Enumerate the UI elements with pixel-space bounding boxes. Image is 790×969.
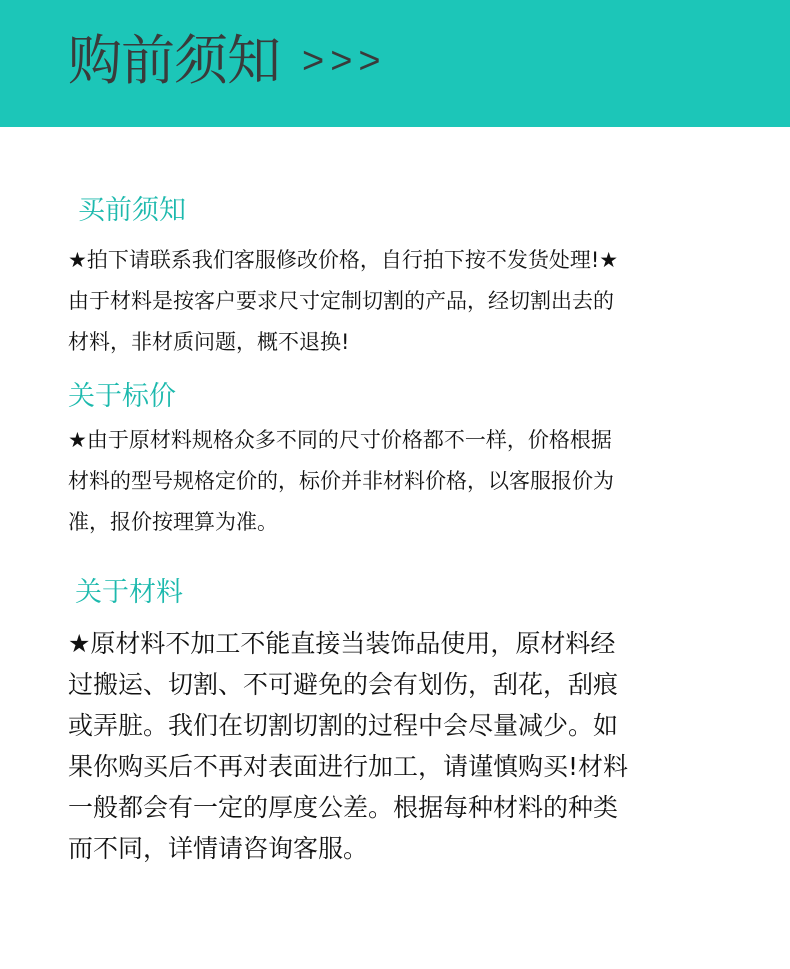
text-line: 由于材料是按客户要求尺寸定制切割的产品，经切割出去的 (68, 289, 614, 313)
page-title: 购前须知 (68, 29, 280, 92)
section-heading-about-material: 关于材料 (75, 577, 183, 608)
section-body-about-material (68, 623, 736, 869)
text-line: 一般都会有一定的厚度公差。根据每种材料的种类 (68, 793, 619, 822)
section-body-before-purchase (68, 240, 736, 363)
section-heading-before-purchase: 买前须知 (78, 195, 186, 226)
text-line: 过搬运、切割、不可避免的会有划伤，刮花，刮痕 (68, 670, 619, 699)
text-line: ★由于原材料规格众多不同的尺寸价格都不一样，价格根据 (68, 428, 612, 452)
arrows-decoration: >>> (302, 40, 387, 82)
text-line: 材料的型号规格定价的，标价并非材料价格，以客服报价为 (68, 469, 614, 493)
section-body-about-price (68, 420, 736, 543)
text-line: 果你购买后不再对表面进行加工，请谨慎购买!材料 (68, 752, 629, 781)
header-banner (0, 0, 790, 127)
text-line: ★拍下请联系我们客服修改价格，自行拍下按不发货处理!★ (68, 248, 619, 272)
text-line: 准，报价按理算为准。 (68, 510, 278, 534)
text-line: ★原材料不加工不能直接当装饰品使用，原材料经 (68, 629, 616, 658)
text-line: 材料，非材质问题，概不退换! (68, 330, 350, 354)
text-line: 或弄脏。我们在切割切割的过程中会尽量减少。如 (68, 711, 619, 740)
text-line: 而不同，详情请咨询客服。 (68, 834, 369, 863)
section-heading-about-price: 关于标价 (68, 381, 176, 412)
